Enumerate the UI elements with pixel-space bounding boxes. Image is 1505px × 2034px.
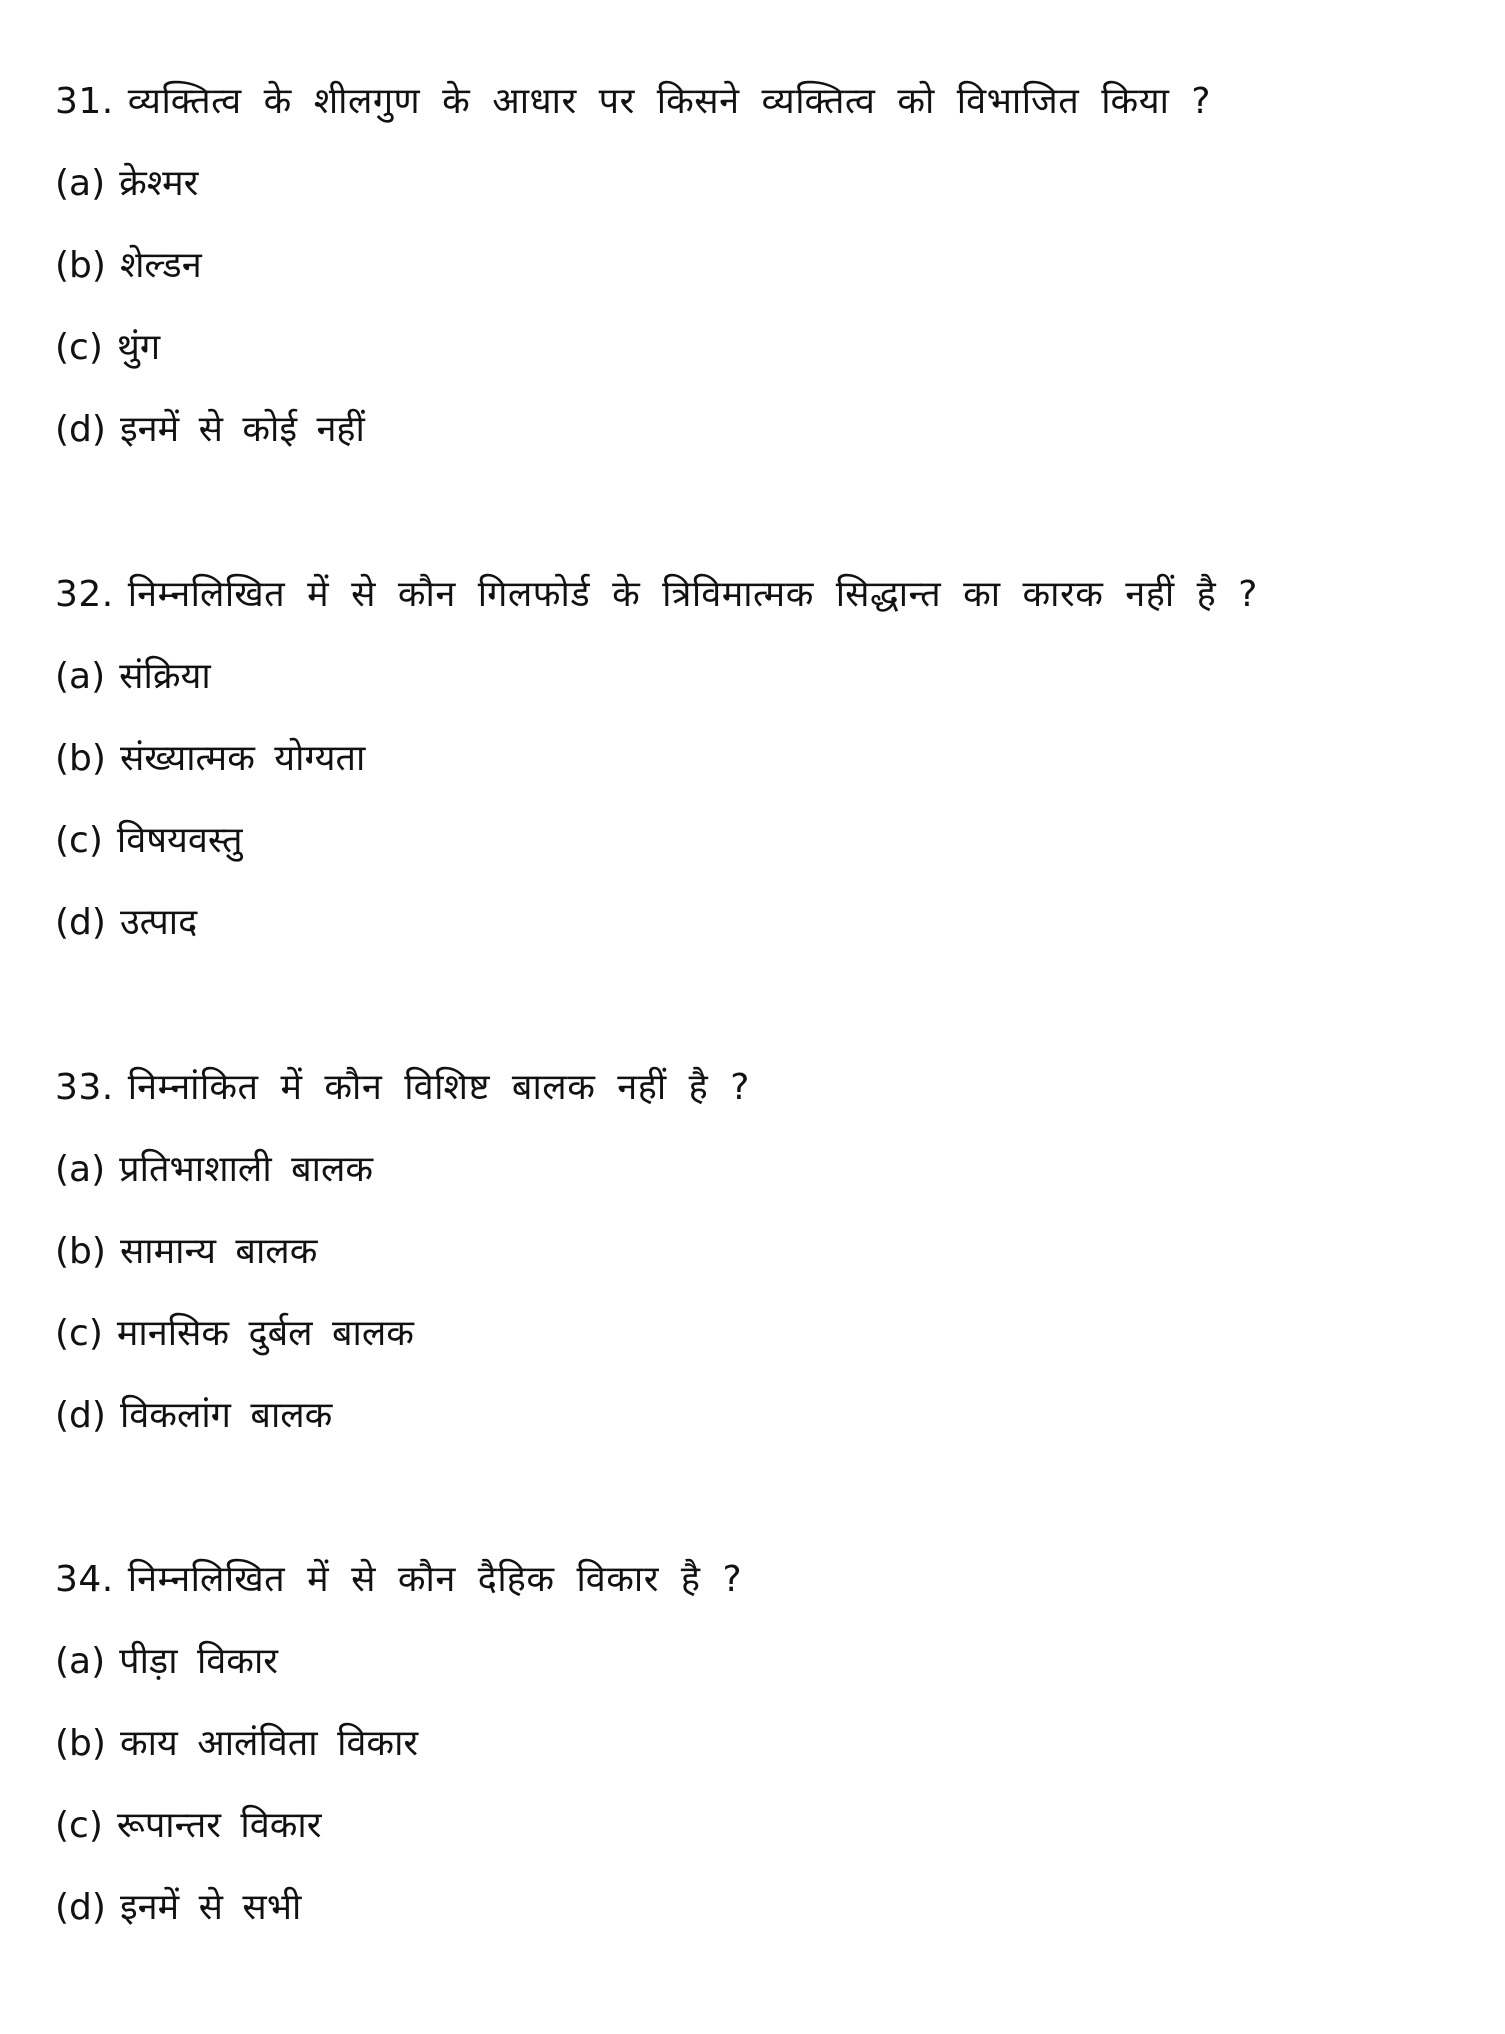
option-text: थुंग bbox=[116, 327, 161, 368]
option-label: (d) bbox=[55, 902, 106, 943]
question-32 bbox=[55, 565, 1475, 975]
option-label: (b) bbox=[55, 245, 106, 286]
option-d bbox=[55, 1386, 1475, 1468]
option-label: (b) bbox=[55, 1723, 106, 1764]
option-label: (b) bbox=[55, 738, 106, 779]
option-label: (c) bbox=[55, 820, 103, 861]
option-c bbox=[55, 318, 1475, 400]
option-label: (a) bbox=[55, 656, 106, 697]
option-a bbox=[55, 1632, 1475, 1714]
question-number: 31. bbox=[55, 81, 114, 122]
option-label: (c) bbox=[55, 1313, 103, 1354]
option-text: संख्यात्मक योग्यता bbox=[119, 738, 366, 779]
option-a bbox=[55, 154, 1475, 236]
question-33 bbox=[55, 1058, 1475, 1468]
question-31 bbox=[55, 72, 1475, 482]
option-d bbox=[55, 1878, 1475, 1960]
question-text: निम्नलिखित में से कौन गिलफोर्ड के त्रिविमात्मक सिद्धान्त का कारक नहीं है ? bbox=[127, 574, 1258, 615]
question-number: 33. bbox=[55, 1067, 114, 1108]
question-text: निम्नांकित में कौन विशिष्ट बालक नहीं है ? bbox=[127, 1067, 750, 1108]
option-c bbox=[55, 811, 1475, 893]
question-text: निम्नलिखित में से कौन दैहिक विकार है ? bbox=[127, 1559, 743, 1600]
option-b bbox=[55, 729, 1475, 811]
option-text: प्रतिभाशाली बालक bbox=[119, 1149, 374, 1190]
option-text: संक्रिया bbox=[119, 656, 211, 697]
option-c bbox=[55, 1304, 1475, 1386]
option-text: विषयवस्तु bbox=[116, 820, 243, 861]
option-d bbox=[55, 893, 1475, 975]
option-label: (a) bbox=[55, 1149, 106, 1190]
option-d bbox=[55, 400, 1475, 482]
option-text: काय आलंविता विकार bbox=[119, 1723, 419, 1764]
question-number: 32. bbox=[55, 574, 114, 615]
question-34 bbox=[55, 1550, 1475, 1960]
option-label: (d) bbox=[55, 1887, 106, 1928]
option-text: शेल्डन bbox=[119, 245, 202, 286]
option-b bbox=[55, 1222, 1475, 1304]
option-text: रूपान्तर विकार bbox=[116, 1805, 322, 1846]
option-text: मानसिक दुर्बल बालक bbox=[116, 1313, 414, 1354]
option-text: इनमें से सभी bbox=[119, 1887, 302, 1928]
option-label: (c) bbox=[55, 327, 103, 368]
option-a bbox=[55, 647, 1475, 729]
option-b bbox=[55, 236, 1475, 318]
option-label: (c) bbox=[55, 1805, 103, 1846]
option-a bbox=[55, 1140, 1475, 1222]
option-text: उत्पाद bbox=[119, 902, 198, 943]
question-stem bbox=[55, 72, 1475, 154]
option-b bbox=[55, 1714, 1475, 1796]
option-c bbox=[55, 1796, 1475, 1878]
option-label: (a) bbox=[55, 163, 106, 204]
question-number: 34. bbox=[55, 1559, 114, 1600]
option-text: सामान्य बालक bbox=[119, 1231, 318, 1272]
question-text: व्यक्तित्व के शीलगुण के आधार पर किसने व्यक्तित्व को विभाजित किया ? bbox=[127, 81, 1211, 122]
option-label: (a) bbox=[55, 1641, 106, 1682]
question-stem bbox=[55, 565, 1475, 647]
question-stem bbox=[55, 1058, 1475, 1140]
option-text: विकलांग बालक bbox=[119, 1395, 333, 1436]
option-text: पीड़ा विकार bbox=[119, 1641, 278, 1682]
option-label: (d) bbox=[55, 409, 106, 450]
option-label: (b) bbox=[55, 1231, 106, 1272]
option-text: क्रेश्मर bbox=[119, 163, 199, 204]
option-text: इनमें से कोई नहीं bbox=[119, 409, 365, 450]
question-stem bbox=[55, 1550, 1475, 1632]
option-label: (d) bbox=[55, 1395, 106, 1436]
